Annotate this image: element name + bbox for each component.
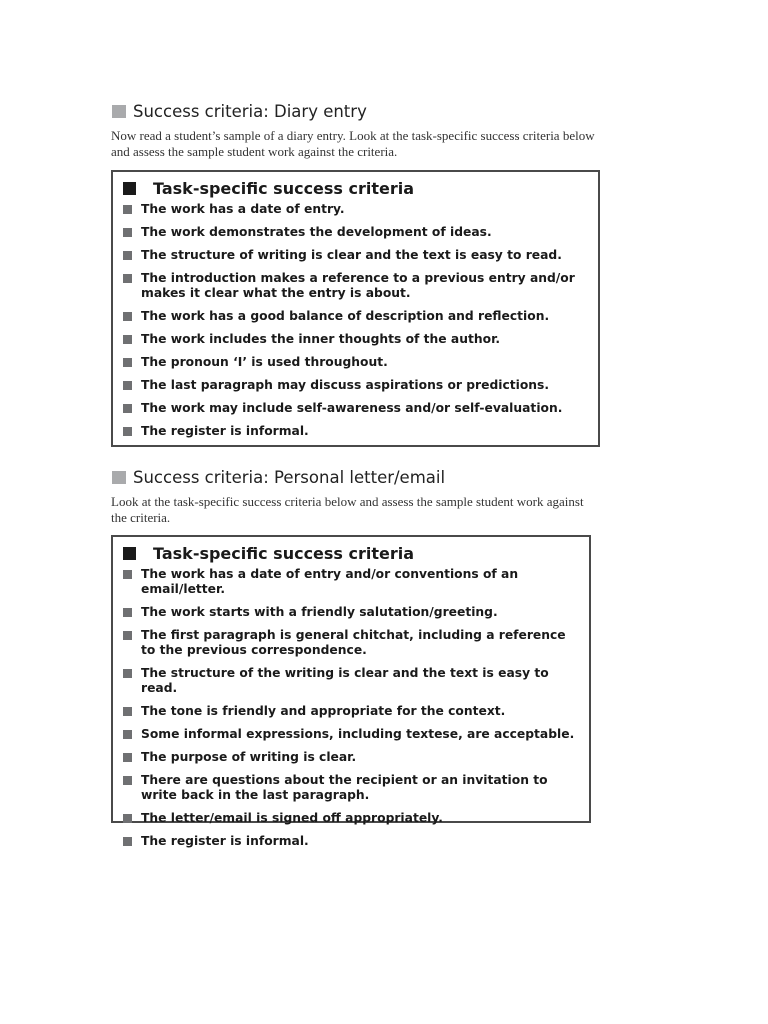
- list-item: There are questions about the recipient or an invitation to write back in the last paragraph.: [121, 773, 581, 803]
- box-title-text: Task-specific success criteria: [153, 543, 415, 563]
- criteria-list-diary: [121, 202, 590, 439]
- criteria-list-letter: [121, 567, 581, 849]
- bullet-square-icon: [123, 427, 132, 436]
- bullet-square-icon: [123, 776, 132, 785]
- section-intro-diary: Now read a student’s sample of a diary entry. Look at the task-specific success criteria below and assess the sample student work against the criteria.: [111, 128, 595, 159]
- list-item: The structure of writing is clear and the text is easy to read.: [121, 248, 590, 263]
- section-heading-text: Success criteria: Personal letter/email: [133, 468, 446, 487]
- list-item: The work may include self-awareness and/or self-evaluation.: [121, 401, 590, 416]
- criteria-box-diary: [111, 170, 600, 447]
- list-item: The work demonstrates the development of ideas.: [121, 225, 590, 240]
- section-intro-letter: Look at the task-specific success criteria below and assess the sample student work against the criteria.: [111, 494, 584, 525]
- list-item: The letter/email is signed off appropriately.: [121, 811, 581, 826]
- list-item: The register is informal.: [121, 424, 590, 439]
- section-heading-letter: [112, 468, 445, 487]
- box-title-text: Task-specific success criteria: [153, 178, 415, 198]
- bullet-square-icon: [123, 753, 132, 762]
- bullet-square-icon: [123, 251, 132, 260]
- bullet-square-icon: [123, 228, 132, 237]
- bullet-square-icon: [123, 335, 132, 344]
- bullet-square-icon: [123, 631, 132, 640]
- list-item: The purpose of writing is clear.: [121, 750, 581, 765]
- section-heading-diary: [112, 102, 367, 121]
- list-item: The work has a good balance of description and reflection.: [121, 309, 590, 324]
- bullet-square-icon: [123, 730, 132, 739]
- list-item: Some informal expressions, including textese, are acceptable.: [121, 727, 581, 742]
- bullet-square-icon: [123, 570, 132, 579]
- black-square-icon: [123, 547, 136, 560]
- bullet-square-icon: [123, 608, 132, 617]
- list-item: The work has a date of entry.: [121, 202, 590, 217]
- list-item: The structure of the writing is clear and the text is easy to read.: [121, 666, 581, 696]
- black-square-icon: [123, 182, 136, 195]
- grey-square-icon: [112, 471, 126, 484]
- list-item: The pronoun ‘I’ is used throughout.: [121, 355, 590, 370]
- list-item: The work has a date of entry and/or conventions of an email/letter.: [121, 567, 581, 597]
- bullet-square-icon: [123, 358, 132, 367]
- list-item: The register is informal.: [121, 834, 581, 849]
- bullet-square-icon: [123, 669, 132, 678]
- bullet-square-icon: [123, 381, 132, 390]
- bullet-square-icon: [123, 404, 132, 413]
- list-item: The introduction makes a reference to a previous entry and/or makes it clear what the entry is about.: [121, 271, 590, 301]
- bullet-square-icon: [123, 814, 132, 823]
- box-title: [121, 177, 590, 199]
- bullet-square-icon: [123, 707, 132, 716]
- list-item: The work includes the inner thoughts of the author.: [121, 332, 590, 347]
- box-title: [121, 542, 581, 564]
- bullet-square-icon: [123, 312, 132, 321]
- criteria-box-letter: [111, 535, 591, 848]
- bullet-square-icon: [123, 274, 132, 283]
- list-item: The first paragraph is general chitchat, including a reference to the previous correspondence.: [121, 628, 581, 658]
- bullet-square-icon: [123, 837, 132, 846]
- list-item: The tone is friendly and appropriate for the context.: [121, 704, 581, 719]
- grey-square-icon: [112, 105, 126, 118]
- list-item: The work starts with a friendly salutation/greeting.: [121, 605, 581, 620]
- section-heading-text: Success criteria: Diary entry: [133, 102, 367, 121]
- list-item: The last paragraph may discuss aspirations or predictions.: [121, 378, 590, 393]
- bullet-square-icon: [123, 205, 132, 214]
